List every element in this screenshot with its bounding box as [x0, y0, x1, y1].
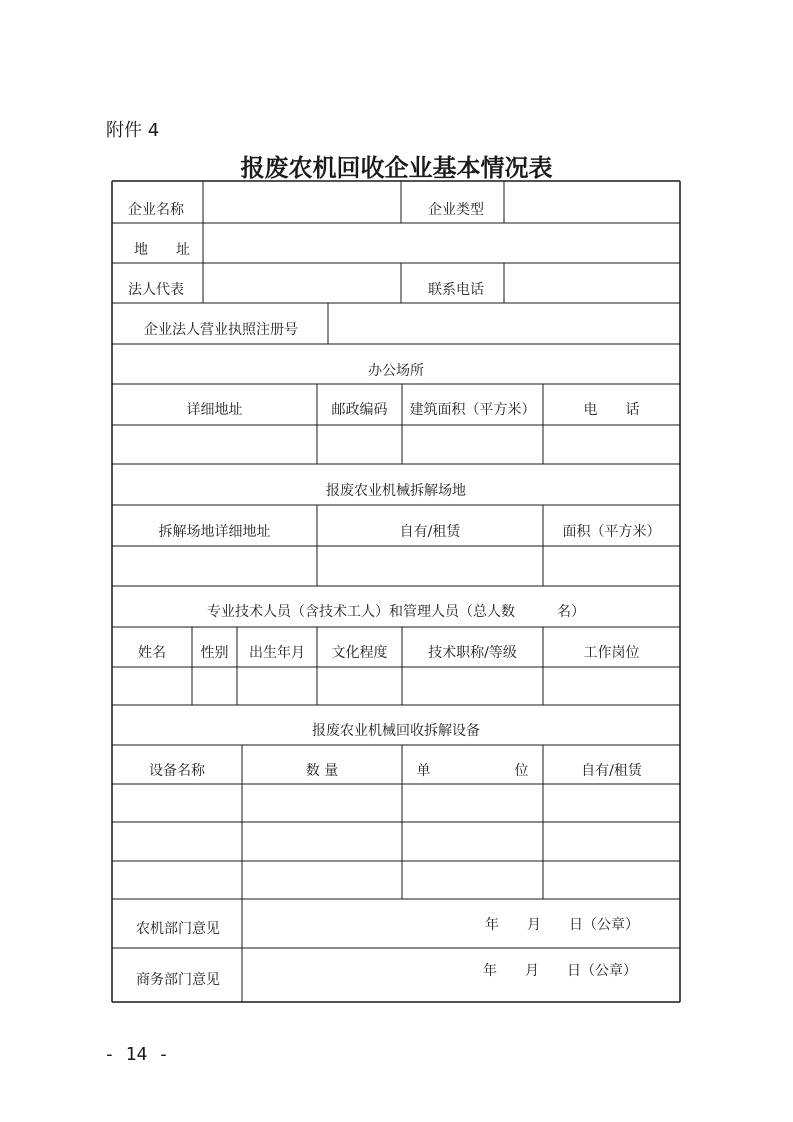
- address-label: 地 址: [134, 242, 190, 258]
- site-header-address: 拆解场地详细地址: [158, 524, 271, 540]
- table-grid-lines: [112, 181, 680, 1002]
- staff-header-position: 工作岗位: [583, 645, 640, 661]
- equipment-header-unit: 单 位: [416, 763, 529, 779]
- company-name-label: 企业名称: [128, 202, 184, 218]
- equipment-header-quantity: 数 量: [305, 763, 339, 779]
- office-header-phone: 电 话: [583, 402, 640, 418]
- staff-header-title: 技术职称/等级: [428, 645, 517, 661]
- staff-header-education: 文化程度: [331, 645, 388, 661]
- agri-opinion-date: 年 月 日（公章）: [485, 917, 639, 933]
- commerce-opinion-date: 年 月 日（公章）: [483, 963, 637, 979]
- staff-header-birth: 出生年月: [249, 645, 305, 661]
- staff-section-title: 专业技术人员（含技术工人）和管理人员（总人数 名）: [207, 604, 585, 620]
- company-type-label: 企业类型: [428, 202, 484, 218]
- office-header-postcode: 邮政编码: [331, 402, 388, 418]
- form-table: [112, 181, 680, 1002]
- office-section-title: 办公场所: [368, 363, 424, 379]
- phone-label: 联系电话: [428, 282, 484, 298]
- equipment-header-name: 设备名称: [149, 763, 205, 779]
- site-section-title: 报废农业机械拆解场地: [326, 483, 466, 499]
- office-header-address: 详细地址: [186, 402, 243, 418]
- equipment-section-title: 报废农业机械回收拆解设备: [312, 723, 480, 739]
- commerce-opinion-label: 商务部门意见: [136, 972, 220, 988]
- office-header-area: 建筑面积（平方米）: [409, 402, 536, 418]
- page-number: - 14 -: [104, 1044, 170, 1065]
- staff-header-name: 姓名: [138, 645, 166, 661]
- site-header-ownership: 自有/租赁: [399, 524, 461, 540]
- agri-opinion-label: 农机部门意见: [136, 921, 220, 937]
- legal-rep-label: 法人代表: [128, 282, 184, 298]
- equipment-header-ownership: 自有/租赁: [581, 763, 642, 779]
- attachment-label: 附件 4: [106, 120, 160, 141]
- form-title: 报废农机回收企业基本情况表: [240, 153, 553, 182]
- staff-header-gender: 性别: [200, 645, 229, 661]
- reg-no-label: 企业法人营业执照注册号: [144, 322, 298, 338]
- site-header-area: 面积（平方米）: [562, 524, 661, 540]
